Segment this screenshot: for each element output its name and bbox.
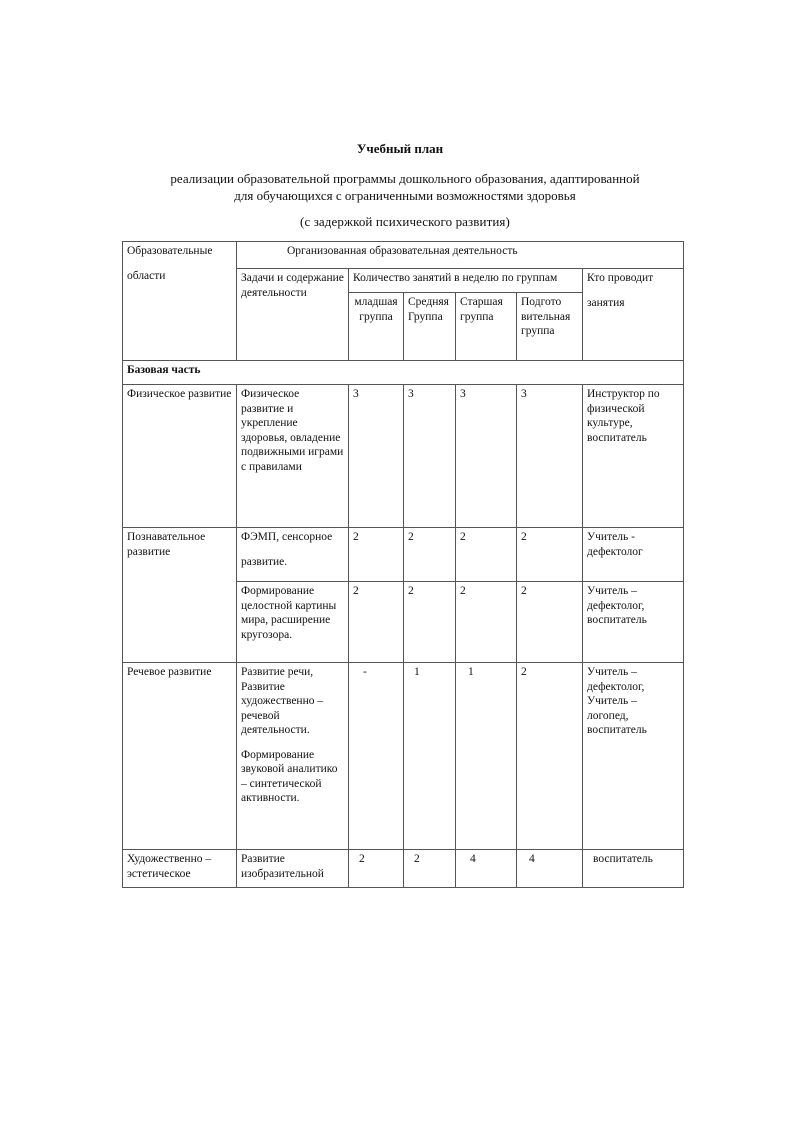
area-cell: Физическое развитие	[123, 385, 237, 528]
area-cell: Речевое развитие	[123, 663, 237, 850]
value-cell: 3	[456, 385, 517, 528]
header-area-line1: Образовательные	[127, 245, 213, 257]
value-cell: 2	[404, 528, 456, 582]
task-cell	[237, 528, 349, 582]
area-cell: Познавательное развитие	[123, 528, 237, 663]
header-who-line2: занятия	[587, 296, 625, 309]
value-cell: 2	[456, 528, 517, 582]
value-cell: 2	[349, 850, 404, 888]
group-senior: Старшая группа	[456, 293, 517, 361]
who-cell: Учитель – дефектолог, Учитель – логопед, воспитатель	[583, 663, 684, 850]
header-area-cell	[123, 242, 237, 361]
value-cell: 4	[456, 850, 517, 888]
header-count: Количество занятий в неделю по группам	[349, 269, 583, 293]
header-ood: Организованная образовательная деятельность	[237, 242, 684, 269]
table-header-row	[123, 242, 684, 269]
header-who-cell	[583, 269, 684, 361]
value-cell: 2	[517, 582, 583, 663]
header-area-line2: области	[127, 269, 166, 282]
who-cell: Инструктор по физической культуре, воспитатель	[583, 385, 684, 528]
group-preparatory: Подгото вительная группа	[517, 293, 583, 361]
table-row	[123, 850, 684, 888]
group-middle: Средняя Группа	[404, 293, 456, 361]
curriculum-table	[122, 241, 684, 888]
who-cell: Учитель – дефектолог, воспитатель	[583, 582, 684, 663]
task-cell: Развитие изобразительной	[237, 850, 349, 888]
plan-title: Учебный план	[356, 141, 444, 156]
value-cell: 1	[456, 663, 517, 850]
value-cell: -	[349, 663, 404, 850]
task-cell: Формирование целостной картины мира, расширение кругозора.	[237, 582, 349, 663]
section-base: Базовая часть	[123, 361, 684, 385]
header-tasks: Задачи и содержание деятельности	[237, 269, 349, 361]
value-cell: 2	[349, 582, 404, 663]
area-cell: Художественно – эстетическое	[123, 850, 237, 888]
task-cell	[237, 663, 349, 850]
table-row	[123, 385, 684, 528]
header-who-line1: Кто проводит	[587, 272, 654, 284]
plan-subtitle-line1: реализации образовательной программы дошкольного образования, адаптированной	[170, 171, 640, 186]
value-cell: 2	[349, 528, 404, 582]
value-cell: 2	[517, 663, 583, 850]
task-text: Развитие речи, Развитие художественно – речевой деятельности.	[241, 666, 324, 736]
value-cell: 1	[404, 663, 456, 850]
who-cell: Учитель - дефектолог	[583, 528, 684, 582]
table-row	[123, 528, 684, 582]
value-cell: 3	[349, 385, 404, 528]
value-cell: 3	[517, 385, 583, 528]
value-cell: 2	[404, 850, 456, 888]
plan-subtitle-line3: (с задержкой психического развития)	[300, 214, 510, 229]
task-text-extra: Формирование звуковой аналитико – синтетической активности.	[241, 748, 338, 804]
task-cell: Физическое развитие и укрепление здоровья, овладение подвижными играми с правилами	[237, 385, 349, 528]
value-cell: 2	[404, 582, 456, 663]
task-text: ФЭМП, сенсорное	[241, 531, 333, 543]
value-cell: 4	[517, 850, 583, 888]
who-cell: воспитатель	[583, 850, 684, 888]
table-section-row	[123, 361, 684, 385]
value-cell: 2	[517, 528, 583, 582]
task-text-extra: развитие.	[241, 555, 288, 568]
value-cell: 2	[456, 582, 517, 663]
table-row	[123, 663, 684, 850]
value-cell: 3	[404, 385, 456, 528]
plan-subtitle-line2: для обучающихся с ограниченными возможностями здоровья	[234, 188, 576, 203]
group-junior: младшая группа	[349, 293, 404, 361]
